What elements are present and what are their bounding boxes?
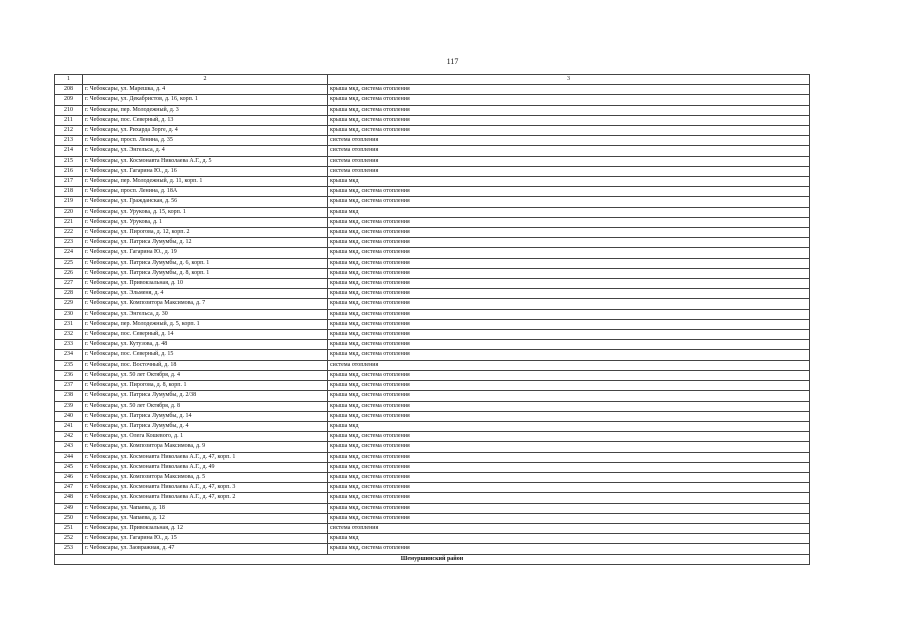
row-address: г. Чебоксары, ул. Декабристов, д. 16, корп. 1 xyxy=(83,95,328,105)
row-work-type: крыша мкд, система отопления xyxy=(328,248,810,258)
row-number: 237 xyxy=(55,381,83,391)
row-address: г. Чебоксары, просп. Ленина, д. 18А xyxy=(83,187,328,197)
table-row xyxy=(55,370,810,380)
row-work-type: крыша мкд, система отопления xyxy=(328,411,810,421)
row-work-type: крыша мкд, система отопления xyxy=(328,401,810,411)
row-address: г. Чебоксары, пер. Молодежный, д. 11, корп. 1 xyxy=(83,177,328,187)
row-number: 209 xyxy=(55,95,83,105)
row-number: 241 xyxy=(55,421,83,431)
column-number-1: 1 xyxy=(55,75,83,85)
table-row xyxy=(55,544,810,554)
row-number: 236 xyxy=(55,370,83,380)
row-work-type: крыша мкд, система отопления xyxy=(328,483,810,493)
row-address: г. Чебоксары, ул. 50 лет Октября, д. 8 xyxy=(83,401,328,411)
table-row xyxy=(55,146,810,156)
row-number: 234 xyxy=(55,350,83,360)
row-work-type: крыша мкд, система отопления xyxy=(328,432,810,442)
row-number: 229 xyxy=(55,299,83,309)
row-work-type: крыша мкд, система отопления xyxy=(328,268,810,278)
row-number: 208 xyxy=(55,85,83,95)
row-work-type: крыша мкд, система отопления xyxy=(328,503,810,513)
row-address: г. Чебоксары, просп. Ленина, д. 35 xyxy=(83,136,328,146)
row-number: 246 xyxy=(55,472,83,482)
row-number: 214 xyxy=(55,146,83,156)
row-number: 235 xyxy=(55,360,83,370)
table-row xyxy=(55,534,810,544)
row-address: г. Чебоксары, ул. Эльменя, д. 4 xyxy=(83,289,328,299)
table-row xyxy=(55,85,810,95)
row-work-type: крыша мкд, система отопления xyxy=(328,493,810,503)
row-address: г. Чебоксары, ул. Гагарина Ю., д. 16 xyxy=(83,166,328,176)
row-address: г. Чебоксары, ул. Урукова, д. 15, корп. 1 xyxy=(83,207,328,217)
table-row xyxy=(55,513,810,523)
row-work-type: система отопления xyxy=(328,156,810,166)
table-row xyxy=(55,105,810,115)
row-work-type: крыша мкд, система отопления xyxy=(328,187,810,197)
row-number: 230 xyxy=(55,309,83,319)
table-row xyxy=(55,483,810,493)
row-address: г. Чебоксары, пос. Восточный, д. 18 xyxy=(83,360,328,370)
row-address: г. Чебоксары, ул. Патриса Лумумбы, д. 8, корп. 1 xyxy=(83,268,328,278)
row-address: г. Чебоксары, ул. Композитора Максимова, д. 9 xyxy=(83,442,328,452)
row-work-type: крыша мкд, система отопления xyxy=(328,197,810,207)
row-number: 244 xyxy=(55,452,83,462)
row-work-type: крыша мкд, система отопления xyxy=(328,105,810,115)
table-row xyxy=(55,238,810,248)
row-address: г. Чебоксары, ул. Гагарина Ю., д. 15 xyxy=(83,534,328,544)
row-work-type: крыша мкд, система отопления xyxy=(328,452,810,462)
row-work-type: крыша мкд, система отопления xyxy=(328,370,810,380)
table-row xyxy=(55,523,810,533)
row-work-type: система отопления xyxy=(328,360,810,370)
table-row xyxy=(55,136,810,146)
table-row xyxy=(55,503,810,513)
row-address: г. Чебоксары, ул. Патриса Лумумбы, д. 6, корп. 1 xyxy=(83,258,328,268)
table-row xyxy=(55,279,810,289)
row-address: г. Чебоксары, пос. Северный, д. 14 xyxy=(83,330,328,340)
row-work-type: крыша мкд, система отопления xyxy=(328,319,810,329)
table-row xyxy=(55,126,810,136)
row-number: 243 xyxy=(55,442,83,452)
row-number: 222 xyxy=(55,228,83,238)
row-work-type: крыша мкд, система отопления xyxy=(328,238,810,248)
row-number: 210 xyxy=(55,105,83,115)
row-work-type: крыша мкд, система отопления xyxy=(328,289,810,299)
row-number: 233 xyxy=(55,340,83,350)
row-number: 239 xyxy=(55,401,83,411)
row-work-type: крыша мкд, система отопления xyxy=(328,513,810,523)
row-address: г. Чебоксары, ул. Космонавта Николаева А.Г., д. 47, корп. 3 xyxy=(83,483,328,493)
row-number: 216 xyxy=(55,166,83,176)
table-row xyxy=(55,391,810,401)
row-address: г. Чебоксары, ул. Пирогова, д. 8, корп. 1 xyxy=(83,381,328,391)
column-number-2: 2 xyxy=(83,75,328,85)
table-row xyxy=(55,381,810,391)
table-row xyxy=(55,421,810,431)
row-address: г. Чебоксары, ул. Олега Кошевого, д. 1 xyxy=(83,432,328,442)
row-address: г. Чебоксары, пос. Северный, д. 15 xyxy=(83,350,328,360)
row-number: 240 xyxy=(55,411,83,421)
row-address: г. Чебоксары, пос. Северный, д. 13 xyxy=(83,115,328,125)
row-number: 223 xyxy=(55,238,83,248)
row-number: 245 xyxy=(55,462,83,472)
row-work-type: крыша мкд, система отопления xyxy=(328,217,810,227)
row-work-type: крыша мкд xyxy=(328,421,810,431)
table-row xyxy=(55,493,810,503)
table-row xyxy=(55,452,810,462)
row-number: 251 xyxy=(55,523,83,533)
row-address: г. Чебоксары, ул. Патриса Лумумбы, д. 12 xyxy=(83,238,328,248)
row-work-type: крыша мкд, система отопления xyxy=(328,126,810,136)
row-address: г. Чебоксары, ул. Марешка, д. 4 xyxy=(83,85,328,95)
row-address: г. Чебоксары, ул. Космонавта Николаева А.Г., д. 49 xyxy=(83,462,328,472)
table-header-row xyxy=(55,75,810,85)
table-row xyxy=(55,299,810,309)
row-work-type: крыша мкд, система отопления xyxy=(328,279,810,289)
row-number: 249 xyxy=(55,503,83,513)
row-work-type: крыша мкд, система отопления xyxy=(328,299,810,309)
row-address: г. Чебоксары, ул. 50 лет Октября, д. 4 xyxy=(83,370,328,380)
row-work-type: крыша мкд, система отопления xyxy=(328,340,810,350)
page-number: 117 xyxy=(446,57,459,66)
row-work-type: крыша мкд xyxy=(328,534,810,544)
row-number: 215 xyxy=(55,156,83,166)
table-row xyxy=(55,340,810,350)
table-row xyxy=(55,166,810,176)
row-number: 232 xyxy=(55,330,83,340)
row-work-type: крыша мкд, система отопления xyxy=(328,330,810,340)
table-row xyxy=(55,350,810,360)
table-row xyxy=(55,95,810,105)
row-address: г. Чебоксары, ул. Энгельса, д. 30 xyxy=(83,309,328,319)
row-number: 212 xyxy=(55,126,83,136)
table-row xyxy=(55,177,810,187)
row-work-type: крыша мкд, система отопления xyxy=(328,381,810,391)
row-work-type: крыша мкд, система отопления xyxy=(328,95,810,105)
row-number: 220 xyxy=(55,207,83,217)
row-address: г. Чебоксары, пер. Молодежный, д. 5, корп. 1 xyxy=(83,319,328,329)
table-row xyxy=(55,228,810,238)
row-address: г. Чебоксары, ул. Урукова, д. 1 xyxy=(83,217,328,227)
row-address: г. Чебоксары, ул. Космонавта Николаева А.Г., д. 47, корп. 1 xyxy=(83,452,328,462)
column-number-3: 3 xyxy=(328,75,810,85)
table-row xyxy=(55,360,810,370)
row-address: г. Чебоксары, ул. Патриса Лумумбы, д. 4 xyxy=(83,421,328,431)
row-number: 211 xyxy=(55,115,83,125)
row-address: г. Чебоксары, ул. Привокзальная, д. 10 xyxy=(83,279,328,289)
table-row xyxy=(55,207,810,217)
row-number: 238 xyxy=(55,391,83,401)
row-work-type: система отопления xyxy=(328,523,810,533)
row-address: г. Чебоксары, ул. Гражданская, д. 56 xyxy=(83,197,328,207)
table-row xyxy=(55,289,810,299)
section-row xyxy=(55,554,810,564)
row-address: г. Чебоксары, ул. Энгельса, д. 4 xyxy=(83,146,328,156)
row-work-type: крыша мкд, система отопления xyxy=(328,115,810,125)
row-address: г. Чебоксары, ул. Привокзальная, д. 12 xyxy=(83,523,328,533)
row-work-type: крыша мкд, система отопления xyxy=(328,442,810,452)
row-number: 224 xyxy=(55,248,83,258)
row-work-type: система отопления xyxy=(328,166,810,176)
table-row xyxy=(55,411,810,421)
row-work-type: крыша мкд, система отопления xyxy=(328,228,810,238)
row-work-type: крыша мкд, система отопления xyxy=(328,391,810,401)
table-row xyxy=(55,115,810,125)
row-number: 217 xyxy=(55,177,83,187)
row-number: 213 xyxy=(55,136,83,146)
table-row xyxy=(55,472,810,482)
row-address: г. Чебоксары, ул. Гагарина Ю., д. 19 xyxy=(83,248,328,258)
table-row xyxy=(55,197,810,207)
row-number: 219 xyxy=(55,197,83,207)
row-number: 250 xyxy=(55,513,83,523)
table-row xyxy=(55,462,810,472)
row-address: г. Чебоксары, ул. Композитора Максимова, д. 7 xyxy=(83,299,328,309)
row-address: г. Чебоксары, пер. Молодежный, д. 3 xyxy=(83,105,328,115)
row-address: г. Чебоксары, ул. Чапаева, д. 12 xyxy=(83,513,328,523)
table-row xyxy=(55,330,810,340)
row-work-type: крыша мкд, система отопления xyxy=(328,462,810,472)
table-row xyxy=(55,432,810,442)
row-work-type: система отопления xyxy=(328,136,810,146)
row-number: 248 xyxy=(55,493,83,503)
table-row xyxy=(55,217,810,227)
row-work-type: крыша мкд xyxy=(328,207,810,217)
row-address: г. Чебоксары, ул. Кутузова, д. 48 xyxy=(83,340,328,350)
row-number: 253 xyxy=(55,544,83,554)
row-address: г. Чебоксары, ул. Патриса Лумумбы, д. 14 xyxy=(83,411,328,421)
row-number: 252 xyxy=(55,534,83,544)
table-row xyxy=(55,268,810,278)
row-address: г. Чебоксары, ул. Космонавта Николаева А.Г., д. 5 xyxy=(83,156,328,166)
document-table xyxy=(54,74,810,565)
row-address: г. Чебоксары, ул. Композитора Максимова, д. 5 xyxy=(83,472,328,482)
row-address: г. Чебоксары, ул. Космонавта Николаева А.Г., д. 47, корп. 2 xyxy=(83,493,328,503)
row-address: г. Чебоксары, ул. Чапаева, д. 18 xyxy=(83,503,328,513)
table-row xyxy=(55,156,810,166)
row-number: 231 xyxy=(55,319,83,329)
row-address: г. Чебоксары, ул. Заовражная, д. 47 xyxy=(83,544,328,554)
section-title: Шемуршинский район xyxy=(55,554,810,564)
table-row xyxy=(55,187,810,197)
row-work-type: система отопления xyxy=(328,146,810,156)
row-number: 218 xyxy=(55,187,83,197)
row-number: 242 xyxy=(55,432,83,442)
row-work-type: крыша мкд, система отопления xyxy=(328,350,810,360)
row-work-type: крыша мкд, система отопления xyxy=(328,85,810,95)
row-number: 221 xyxy=(55,217,83,227)
table-row xyxy=(55,309,810,319)
row-number: 227 xyxy=(55,279,83,289)
table-body xyxy=(55,75,810,565)
row-address: г. Чебоксары, ул. Рихарда Зорге, д. 4 xyxy=(83,126,328,136)
table-row xyxy=(55,442,810,452)
row-work-type: крыша мкд, система отопления xyxy=(328,544,810,554)
table-row xyxy=(55,248,810,258)
row-number: 226 xyxy=(55,268,83,278)
table-row xyxy=(55,258,810,268)
row-number: 228 xyxy=(55,289,83,299)
row-number: 225 xyxy=(55,258,83,268)
row-number: 247 xyxy=(55,483,83,493)
table-row xyxy=(55,401,810,411)
row-address: г. Чебоксары, ул. Патриса Лумумбы, д. 2/38 xyxy=(83,391,328,401)
row-work-type: крыша мкд, система отопления xyxy=(328,309,810,319)
row-address: г. Чебоксары, ул. Пирогова, д. 12, корп. 2 xyxy=(83,228,328,238)
row-work-type: крыша мкд xyxy=(328,177,810,187)
row-work-type: крыша мкд, система отопления xyxy=(328,472,810,482)
table-row xyxy=(55,319,810,329)
row-work-type: крыша мкд, система отопления xyxy=(328,258,810,268)
